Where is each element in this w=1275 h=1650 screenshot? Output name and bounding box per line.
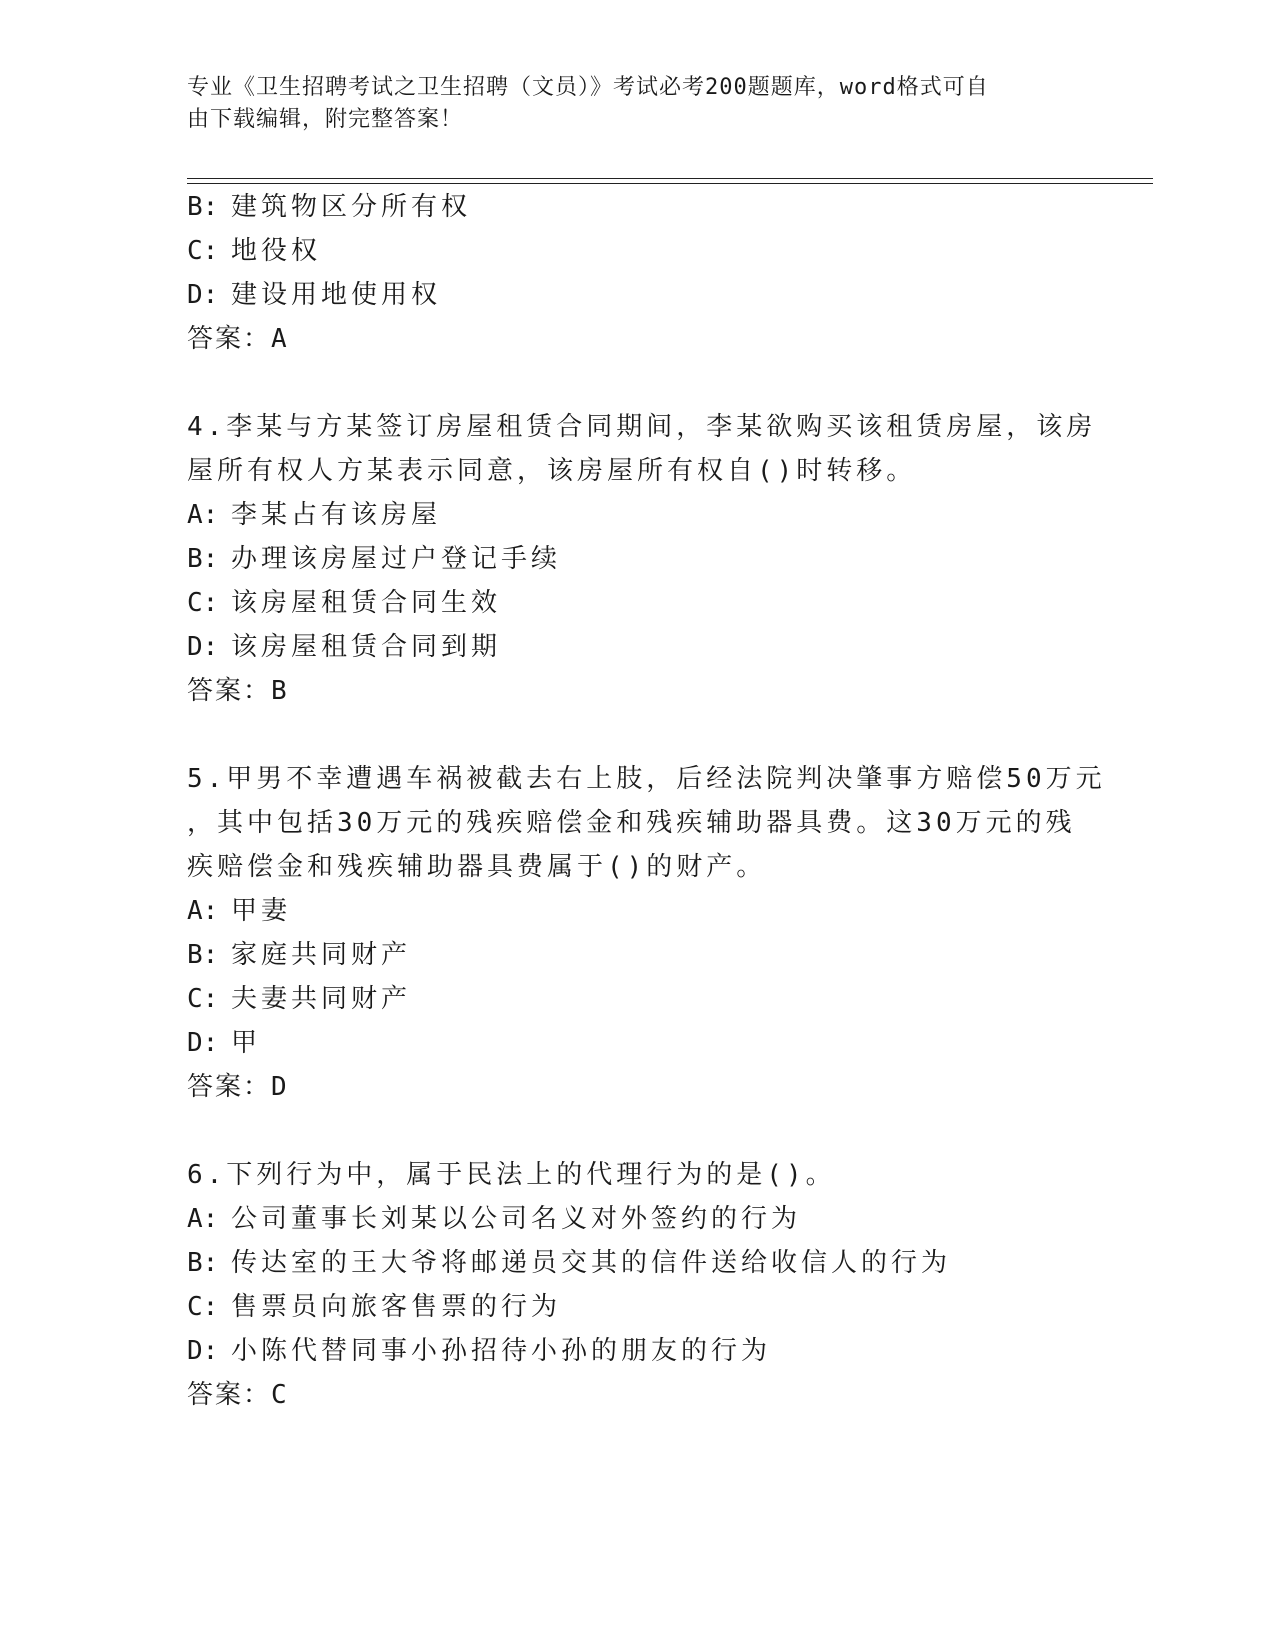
header-line-2: 由下载编辑，附完整答案！ — [187, 107, 464, 132]
option-letter: D: — [187, 1028, 219, 1058]
q6-stem-line-1: 6.下列行为中，属于民法上的代理行为的是()。 — [187, 1160, 836, 1190]
option-letter: C: — [187, 984, 219, 1014]
q6-option-a — [187, 1202, 801, 1236]
option-text: 办理该房屋过户登记手续 — [231, 544, 562, 574]
option-text: 夫妻共同财产 — [231, 984, 412, 1014]
option-text: 建设用地使用权 — [231, 280, 442, 310]
option-letter: B: — [187, 544, 219, 574]
answer-label: 答案： — [187, 1072, 272, 1102]
option-letter: D: — [187, 1336, 219, 1366]
option-text: 该房屋租赁合同到期 — [231, 632, 502, 662]
option-letter: A: — [187, 1204, 219, 1234]
option-letter: D: — [187, 280, 219, 310]
option-text: 售票员向旅客售票的行为 — [231, 1292, 562, 1322]
option-text: 建筑物区分所有权 — [231, 192, 472, 222]
q5-stem-line-1: 5.甲男不幸遭遇车祸被截去右上肢，后经法院判决肇事方赔偿50万元 — [187, 764, 1106, 794]
q3-answer — [187, 322, 288, 356]
answer-value: A — [271, 324, 288, 354]
option-letter: A: — [187, 500, 219, 530]
q5-answer — [187, 1070, 288, 1104]
q4-option-b — [187, 542, 561, 576]
option-text: 地役权 — [231, 236, 322, 266]
answer-value: C — [271, 1380, 288, 1410]
q3-option-c — [187, 234, 321, 268]
document-header — [187, 72, 1087, 136]
header-divider-bottom — [187, 183, 1153, 184]
option-letter: C: — [187, 588, 219, 618]
q4-stem-line-2: 屋所有权人方某表示同意，该房屋所有权自()时转移。 — [187, 456, 917, 486]
option-text: 公司董事长刘某以公司名义对外签约的行为 — [231, 1204, 802, 1234]
q4-option-a — [187, 498, 441, 532]
option-text: 小陈代替同事小孙招待小孙的朋友的行为 — [231, 1336, 772, 1366]
answer-label: 答案： — [187, 1380, 272, 1410]
q5-option-a — [187, 894, 291, 928]
option-letter: A: — [187, 896, 219, 926]
q4-answer — [187, 674, 288, 708]
option-text: 李某占有该房屋 — [231, 500, 442, 530]
q6-option-c — [187, 1290, 561, 1324]
q3-option-b — [187, 190, 471, 224]
answer-value: D — [271, 1072, 288, 1102]
option-letter: C: — [187, 1292, 219, 1322]
option-text: 甲妻 — [231, 896, 292, 926]
answer-label: 答案： — [187, 676, 272, 706]
q5-option-c — [187, 982, 411, 1016]
q5-option-d — [187, 1026, 261, 1060]
option-letter: B: — [187, 192, 219, 222]
option-letter: B: — [187, 940, 219, 970]
q5-stem-line-2: ，其中包括30万元的残疾赔偿金和残疾辅助器具费。这30万元的残 — [187, 808, 1076, 838]
q4-option-c — [187, 586, 501, 620]
option-text: 传达室的王大爷将邮递员交其的信件送给收信人的行为 — [231, 1248, 952, 1278]
header-line-1: 专业《卫生招聘考试之卫生招聘（文员）》考试必考200题题库，word格式可自 — [187, 75, 989, 100]
option-letter: D: — [187, 632, 219, 662]
q5-option-b — [187, 938, 411, 972]
option-text: 家庭共同财产 — [231, 940, 412, 970]
q5-stem-line-3: 疾赔偿金和残疾辅助器具费属于()的财产。 — [187, 852, 767, 882]
header-divider-top — [187, 178, 1153, 179]
q6-option-b — [187, 1246, 951, 1280]
q4-stem-line-1: 4.李某与方某签订房屋租赁合同期间，李某欲购买该租赁房屋，该房 — [187, 412, 1097, 442]
q4-option-d — [187, 630, 501, 664]
answer-value: B — [271, 676, 288, 706]
option-letter: C: — [187, 236, 219, 266]
q6-answer — [187, 1378, 288, 1412]
option-text: 甲 — [231, 1028, 262, 1058]
option-text: 该房屋租赁合同生效 — [231, 588, 502, 618]
option-letter: B: — [187, 1248, 219, 1278]
q3-option-d — [187, 278, 441, 312]
answer-label: 答案： — [187, 324, 272, 354]
q6-option-d — [187, 1334, 771, 1368]
